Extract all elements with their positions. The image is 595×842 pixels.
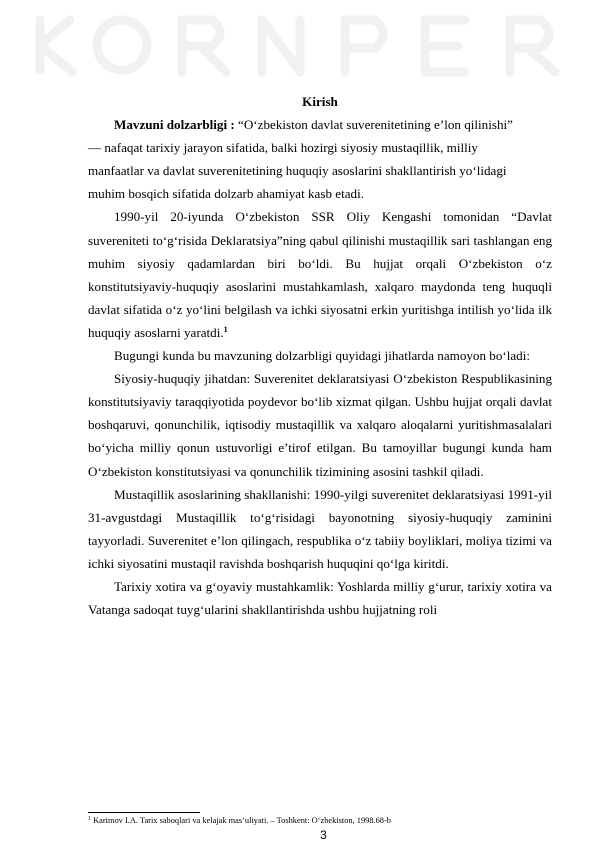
political-legal-paragraph: Siyosiy-huquqiy jihatdan: Suverenitet deklaratsiyasi O‘zbekiston Respublikasining konstitutsiyaviy taraqqiyotida poydevor bo‘lib xizmat qilgan. Ushbu hujjat orqali davlat boshqaruvi, qonunchilik, iqtisodiy mustaqillik va xalqaro aloqalarni yuritishmasalalari bo‘yicha milliy qonun ustuvorligi e’tirof etilgan. Bu tamoyillar bugungi kunda ham O‘zbekiston konstitutsiyasi va qonunchilik tizimining asosini tashkil qiladi. xyxy=(88,371,552,479)
relevance-aspects-paragraph: Bugungi kunda bu mavzuning dolzarbligi quyidagi jihatlarda namoyon bo‘ladi: xyxy=(114,348,531,364)
watermark-logo-strip xyxy=(0,0,595,100)
independence-foundations-paragraph: Mustaqillik asoslarining shakllanishi: 1990-yilgi suverenitet deklaratsiyasi 1991-yil 31-avgustdagi Mustaqillik to‘g‘risidagi bayonotning siyosiy-huquqiy zaminini tayyorladi. Suverenitet e’lon qilingach, respublika o‘z tabiiy boyliklari, moliya tizimi va ichki siyosatini mustaqil ravishda boshqarish huquqini qo‘lga kiritdi. xyxy=(88,486,552,571)
relevance-line-4: muhim bosqich sifatida dolzarb ahamiyat kasb etadi. xyxy=(88,186,364,202)
declaration-text: 1990-yil 20-iyunda O‘zbekiston SSR Oliy Kengashi tomonidan “Davlat suvereniteti to‘g‘risida Deklaratsiya”ning qabul qilinishi mustaqillik sari tashlangan eng muhim siyosiy qadamlardan biri bo‘ldi. Bu hujjat orqali O‘zbekiston o‘z konstitutsiyaviy-huquqiy asoslarini mustahkamlash, xalqaro maydonda teng huquqli davlat sifatida o‘z yo‘lini belgilash va ichki siyosatni erkin yuritishga intilish yo‘lida ilk huquqiy asoslarni yaratdi. xyxy=(88,209,552,340)
section-title: Kirish xyxy=(302,94,338,109)
footnote-reference: 1 xyxy=(223,324,228,334)
footnote-number: 1 xyxy=(88,816,91,822)
document-body xyxy=(88,90,552,621)
footnote-text: Karimov I.A. Tarix saboqlari va kelajak mas’uliyati. – Toshkent: O‘zbekiston, 1998.68-b xyxy=(91,816,391,825)
footnote xyxy=(88,815,558,826)
relevance-line-2: — nafaqat tarixiy jarayon sifatida, balki hozirgi siyosiy mustaqillik, milliy xyxy=(88,140,478,156)
declaration-paragraph xyxy=(88,205,552,344)
page-number: 3 xyxy=(320,828,327,842)
relevance-paragraph xyxy=(88,113,552,205)
relevance-lead: Mavzuni dolzarbligi : xyxy=(114,117,235,133)
historical-memory-paragraph: Tarixiy xotira va g‘oyaviy mustahkamlik: Yoshlarda milliy g‘urur, tarixiy xotira va Vatanga sadoqat tuyg‘ularini shakllantirishda ushbu hujjatning roli xyxy=(88,578,552,618)
relevance-line-1: “O‘zbekiston davlat suverenitetining e’lon qilinishi” xyxy=(234,117,513,133)
relevance-line-3: manfaatlar va davlat suverenitetining huquqiy asoslarini shakllantirish yo‘lidagi xyxy=(88,163,507,179)
footnote-divider xyxy=(88,812,200,813)
